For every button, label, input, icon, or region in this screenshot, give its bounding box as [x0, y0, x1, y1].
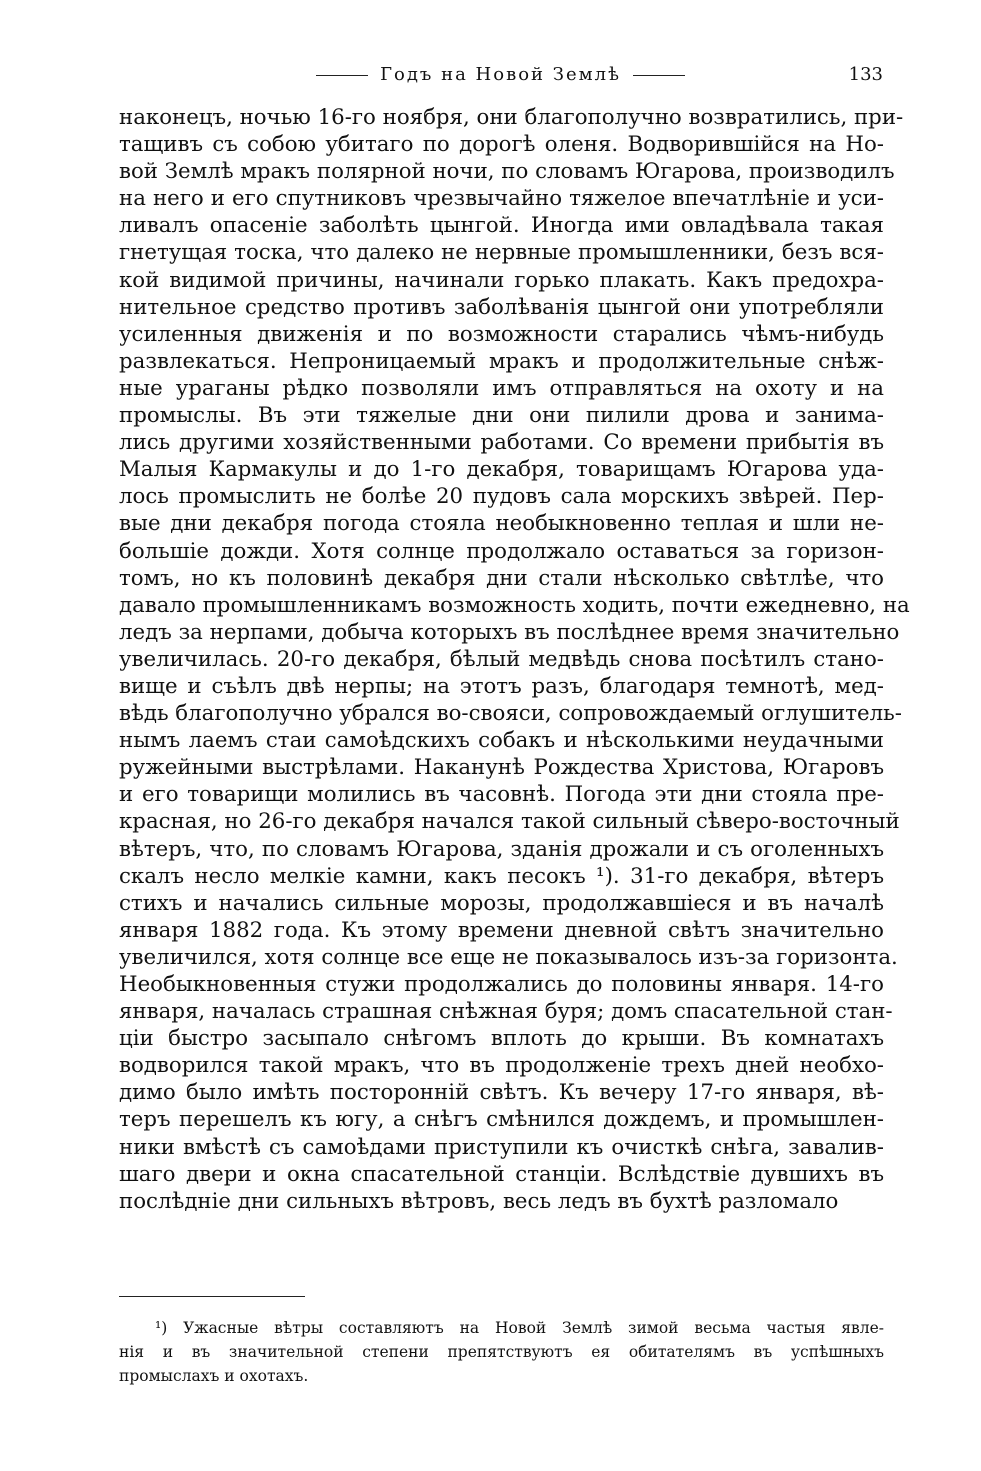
body-line: ружейными выстрѣлами. Наканунѣ Рождества Христова, Югаровъ: [119, 755, 884, 781]
body-line: большіе дожди. Хотя солнце продолжало оставаться за горизон-: [119, 538, 884, 564]
body-line: ціи быстро засыпало снѣгомъ вплоть до крыши. Въ комнатахъ: [119, 1026, 884, 1052]
running-title-text: Годъ на Новой Землѣ: [380, 64, 621, 85]
body-line: января, началась страшная снѣжная буря; домъ спасательной стан-: [119, 999, 893, 1025]
body-line: и его товарищи молились въ часовнѣ. Погода эти дни стояла пре-: [119, 782, 884, 808]
body-line: увеличилась. 20-го декабря, бѣлый медвѣдь снова посѣтилъ стано-: [119, 646, 884, 672]
body-line: Малыя Кармакулы и до 1-го декабря, товарищамъ Югарова уда-: [119, 457, 884, 483]
body-line: кой видимой причины, начинали горько плакать. Какъ предохра-: [119, 267, 884, 293]
body-line: ливалъ опасеніе заболѣть цынгой. Иногда ими овладѣвала такая: [119, 213, 884, 239]
body-line: вой Землѣ мракъ полярной ночи, по словамъ Югарова, производилъ: [119, 159, 895, 185]
page-number: 133: [848, 64, 883, 85]
body-line: января 1882 года. Къ этому времени дневной свѣтъ значительно: [119, 917, 884, 943]
body-line: стихъ и начались сильные морозы, продолжавшіеся и въ началѣ: [119, 890, 884, 916]
body-line: томъ, но къ половинѣ декабря дни стали нѣсколько свѣтлѣе, что: [119, 565, 884, 591]
body-line: скалъ несло мелкіе камни, какъ песокъ ¹). 31-го декабря, вѣтеръ: [119, 863, 884, 889]
body-line: ники вмѣстѣ съ самоѣдами приступили къ очисткѣ снѣга, завалив-: [119, 1134, 884, 1160]
body-line: нительное средство противъ заболѣванія цынгой они употребляли: [119, 294, 884, 320]
footnotes: [119, 1316, 884, 1388]
body-line: шаго двери и окна спасательной станціи. Вслѣдствіе дувшихъ въ: [119, 1161, 884, 1187]
body-line: гнетущая тоска, что далеко не нервные промышленники, безъ вся-: [119, 240, 884, 266]
left-dash: [316, 75, 368, 76]
body-line: развлекаться. Непроницаемый мракъ и продолжительные снѣж-: [119, 348, 884, 374]
footnote-line: ¹) Ужасные вѣтры составляютъ на Новой Землѣ зимой весьма частыя явле-: [155, 1319, 884, 1337]
body-line: промыслы. Въ эти тяжелые дни они пилили дрова и занима-: [119, 403, 884, 429]
running-title: [118, 64, 883, 85]
body-line: увеличился, хотя солнце все еще не показывалось изъ-за горизонта.: [119, 944, 898, 970]
footnote-line: нія и въ значительной степени препятствуютъ ея обитателямъ въ успѣшныхъ: [119, 1343, 884, 1361]
body-line: вѣтеръ, что, по словамъ Югарова, зданія дрожали и съ оголенныхъ: [119, 836, 884, 862]
body-line: давало промышленникамъ возможность ходить, почти ежедневно, на: [119, 592, 910, 618]
body-line: нымъ лаемъ стаи самоѣдскихъ собакъ и нѣсколькими неудачными: [119, 728, 884, 754]
running-header: [118, 62, 883, 90]
body-line: усиленныя движенія и по возможности старались чѣмъ-нибудь: [119, 321, 884, 347]
body-line: вѣдь благополучно убрался во-свояси, сопровождаемый оглушитель-: [119, 701, 902, 727]
body-line: красная, но 26-го декабря начался такой сильный сѣверо-восточный: [119, 809, 900, 835]
body-line: димо было имѣть посторонній свѣтъ. Къ вечеру 17-го января, вѣ-: [119, 1080, 884, 1106]
body-line: лось промыслить не болѣе 20 пудовъ сала морскихъ звѣрей. Пер-: [119, 484, 884, 510]
footnote-rule: [119, 1296, 305, 1297]
body-text: [119, 104, 910, 1215]
body-line: Необыкновенныя стужи продолжались до половины января. 14-го: [119, 972, 884, 997]
body-line: ледъ за нерпами, добыча которыхъ въ послѣднее время значительно: [119, 619, 900, 645]
body-line: на него и его спутниковъ чрезвычайно тяжелое впечатлѣніе и уси-: [119, 186, 884, 212]
body-line: теръ перешелъ къ югу, а снѣгъ смѣнился дождемъ, и промышлен-: [119, 1107, 884, 1133]
body-line: ные ураганы рѣдко позволяли имъ отправляться на охоту и на: [119, 375, 884, 401]
footnote-line: промыслахъ и охотахъ.: [119, 1367, 309, 1385]
body-line: наконецъ, ночью 16-го ноября, они благополучно возвратились, при-: [119, 105, 904, 130]
right-dash: [633, 75, 685, 76]
body-line: вище и съѣлъ двѣ нерпы; на этотъ разъ, благодаря темнотѣ, мед-: [119, 673, 884, 699]
body-line: лись другими хозяйственными работами. Со времени прибытія въ: [119, 430, 884, 456]
body-line: водворился такой мракъ, что въ продолженіе трехъ дней необхо-: [119, 1053, 884, 1079]
body-line: послѣдніе дни сильныхъ вѣтровъ, весь ледъ въ бухтѣ разломало: [119, 1188, 839, 1214]
body-line: вые дни декабря погода стояла необыкновенно теплая и шли не-: [119, 511, 884, 537]
body-line: тащивъ съ собою убитаго по дорогѣ оленя. Водворившійся на Но-: [119, 132, 884, 158]
